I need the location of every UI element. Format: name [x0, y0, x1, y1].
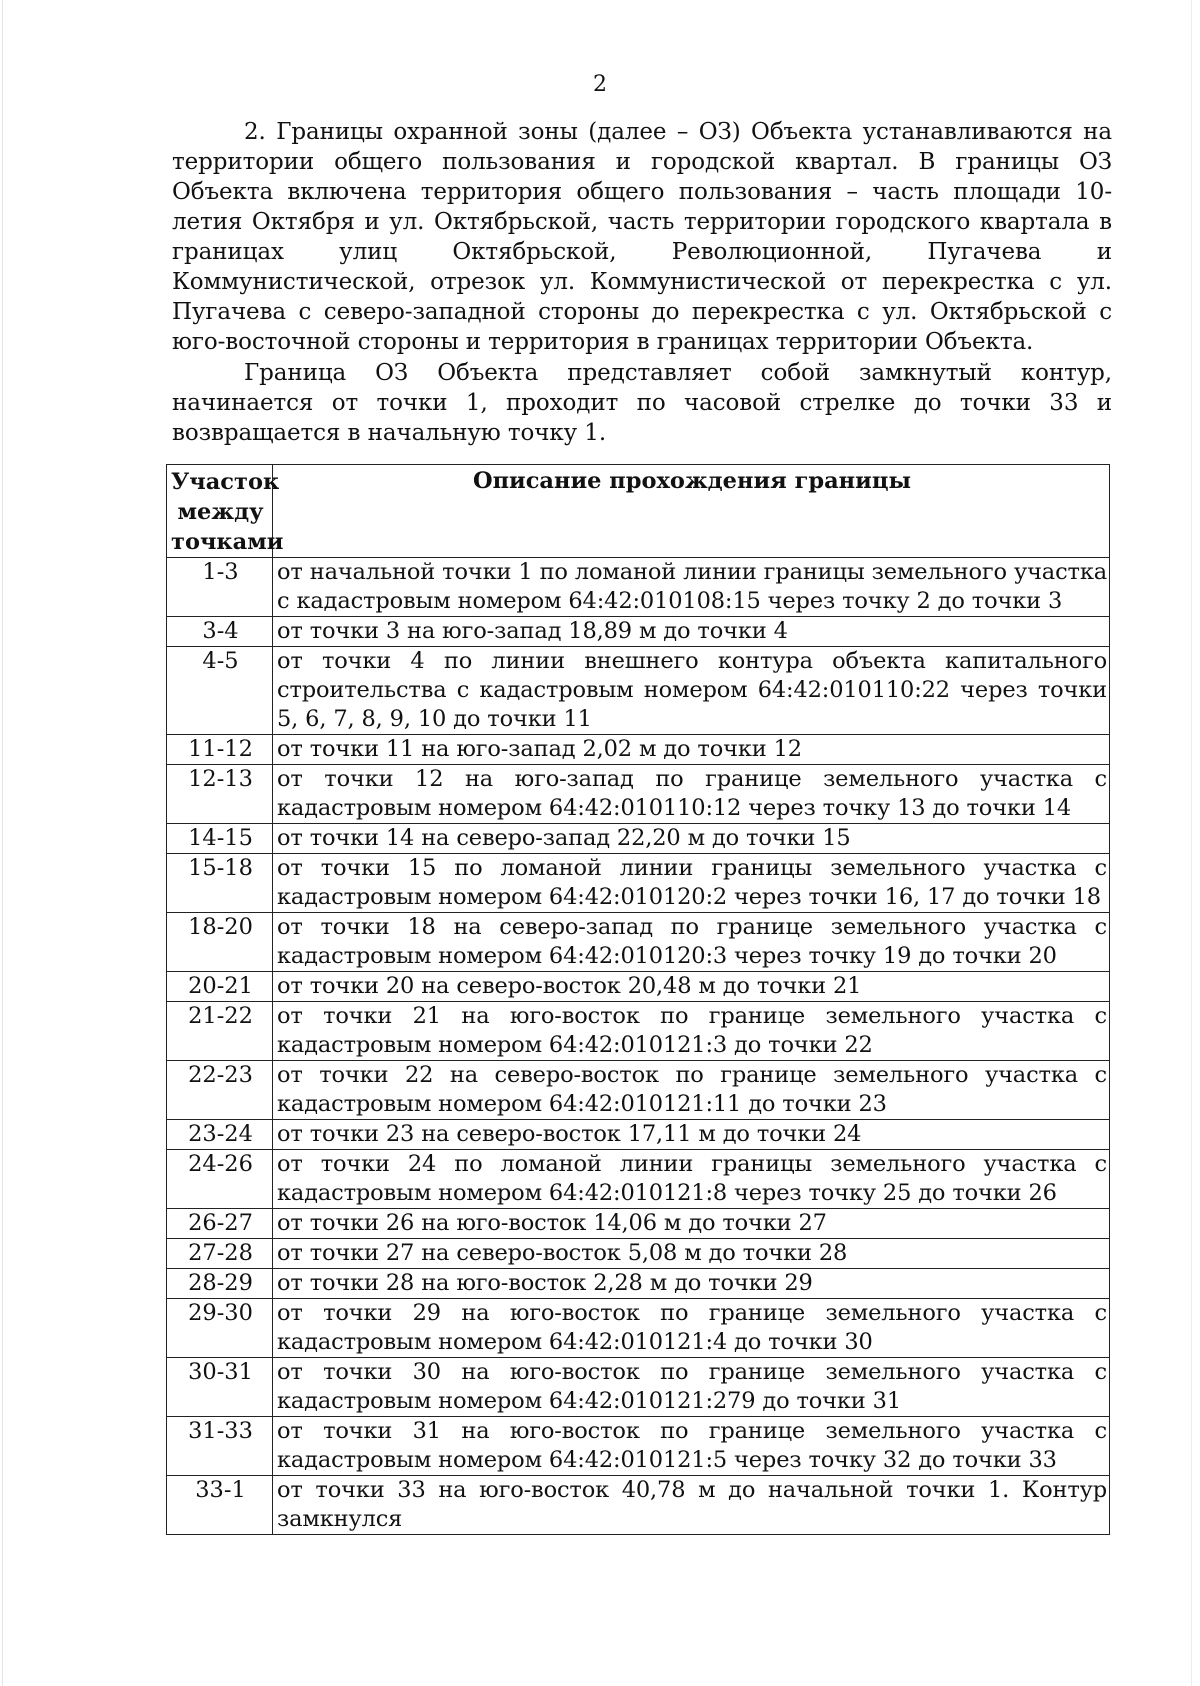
description-cell: от точки 31 на юго-восток по границе земельного участка с кадастровым номером 64:42:010121:5 через точку 32 до точки 33 — [273, 1417, 1110, 1476]
table-row — [167, 1476, 1110, 1535]
segment-cell: 23-24 — [167, 1120, 273, 1150]
segment-cell: 21-22 — [167, 1002, 273, 1061]
table-row — [167, 1061, 1110, 1120]
segment-cell: 28-29 — [167, 1269, 273, 1299]
table-row — [167, 558, 1110, 617]
description-cell: от точки 27 на северо-восток 5,08 м до точки 28 — [273, 1239, 1110, 1269]
description-cell: от точки 12 на юго-запад по границе земельного участка с кадастровым номером 64:42:010110:12 через точку 13 до точки 14 — [273, 765, 1110, 824]
segment-cell: 1-3 — [167, 558, 273, 617]
scan-edge-left — [2, 0, 3, 1686]
description-cell: от точки 26 на юго-восток 14,06 м до точки 27 — [273, 1209, 1110, 1239]
table-row — [167, 1239, 1110, 1269]
description-cell: от точки 18 на северо-запад по границе земельного участка с кадастровым номером 64:42:010120:3 через точку 19 до точки 20 — [273, 913, 1110, 972]
segment-cell: 12-13 — [167, 765, 273, 824]
header-segment: Участок между точками — [167, 465, 273, 558]
table-row — [167, 765, 1110, 824]
table-header-row — [167, 465, 1110, 558]
paragraph-boundaries-description: 2. Границы охранной зоны (далее – ОЗ) Объекта устанавливаются на территории общего пользования и городской квартал. В границы ОЗ Объекта включена территория общего пользования – часть площади 10-летия Октября и ул. Октябрьской, часть территории городского квартала в границах улиц Октябрьской, Революционной, Пугачева и Коммунистической, отрезок ул. Коммунистической от перекрестка с ул. Пугачева с северо-западной стороны до перекрестка с ул. Октябрьской с юго-восточной стороны и территория в границах территории Объекта. — [172, 119, 1112, 355]
table-row — [167, 1299, 1110, 1358]
description-cell: от точки 29 на юго-восток по границе земельного участка с кадастровым номером 64:42:010121:4 до точки 30 — [273, 1299, 1110, 1358]
table-row — [167, 617, 1110, 647]
header-description: Описание прохождения границы — [273, 465, 1110, 558]
paragraph-contour-description: Граница ОЗ Объекта представляет собой замкнутый контур, начинается от точки 1, проходит по часовой стрелке до точки 33 и возвращается в начальную точку 1. — [172, 360, 1112, 446]
table-row — [167, 1417, 1110, 1476]
segment-cell: 24-26 — [167, 1150, 273, 1209]
table-row — [167, 972, 1110, 1002]
description-cell: от точки 22 на северо-восток по границе земельного участка с кадастровым номером 64:42:010121:11 до точки 23 — [273, 1061, 1110, 1120]
description-cell: от точки 28 на юго-восток 2,28 м до точки 29 — [273, 1269, 1110, 1299]
table-body — [167, 558, 1110, 1535]
scan-edge-right — [1191, 0, 1192, 1686]
table-row — [167, 1150, 1110, 1209]
description-cell: от точки 4 по линии внешнего контура объекта капитального строительства с кадастровым номером 64:42:010110:22 через точки 5, 6, 7, 8, 9, 10 до точки 11 — [273, 647, 1110, 735]
table-row — [167, 735, 1110, 765]
segment-cell: 15-18 — [167, 854, 273, 913]
table-row — [167, 913, 1110, 972]
description-cell: от точки 30 на юго-восток по границе земельного участка с кадастровым номером 64:42:010121:279 до точки 31 — [273, 1358, 1110, 1417]
table-row — [167, 1358, 1110, 1417]
segment-cell: 27-28 — [167, 1239, 273, 1269]
description-cell: от точки 21 на юго-восток по границе земельного участка с кадастровым номером 64:42:010121:3 до точки 22 — [273, 1002, 1110, 1061]
description-cell: от точки 15 по ломаной линии границы земельного участка с кадастровым номером 64:42:010120:2 через точки 16, 17 до точки 18 — [273, 854, 1110, 913]
table-row — [167, 1120, 1110, 1150]
segment-cell: 18-20 — [167, 913, 273, 972]
segment-cell: 14-15 — [167, 824, 273, 854]
page-number: 2 — [593, 72, 607, 97]
table-row — [167, 1002, 1110, 1061]
table-row — [167, 1209, 1110, 1239]
segment-cell: 22-23 — [167, 1061, 273, 1120]
table-row — [167, 824, 1110, 854]
description-cell: от точки 33 на юго-восток 40,78 м до начальной точки 1. Контур замкнулся — [273, 1476, 1110, 1535]
description-cell: от начальной точки 1 по ломаной линии границы земельного участка с кадастровым номером 64:42:010108:15 через точку 2 до точки 3 — [273, 558, 1110, 617]
segment-cell: 26-27 — [167, 1209, 273, 1239]
segment-cell: 20-21 — [167, 972, 273, 1002]
description-cell: от точки 14 на северо-запад 22,20 м до точки 15 — [273, 824, 1110, 854]
description-cell: от точки 24 по ломаной линии границы земельного участка с кадастровым номером 64:42:010121:8 через точку 25 до точки 26 — [273, 1150, 1110, 1209]
table-row — [167, 854, 1110, 913]
boundary-table — [166, 464, 1110, 1535]
description-cell: от точки 11 на юго-запад 2,02 м до точки 12 — [273, 735, 1110, 765]
segment-cell: 33-1 — [167, 1476, 273, 1535]
description-cell: от точки 3 на юго-запад 18,89 м до точки 4 — [273, 617, 1110, 647]
description-cell: от точки 20 на северо-восток 20,48 м до точки 21 — [273, 972, 1110, 1002]
table-row — [167, 1269, 1110, 1299]
segment-cell: 11-12 — [167, 735, 273, 765]
description-cell: от точки 23 на северо-восток 17,11 м до точки 24 — [273, 1120, 1110, 1150]
segment-cell: 29-30 — [167, 1299, 273, 1358]
segment-cell: 4-5 — [167, 647, 273, 735]
segment-cell: 30-31 — [167, 1358, 273, 1417]
table-row — [167, 647, 1110, 735]
segment-cell: 31-33 — [167, 1417, 273, 1476]
segment-cell: 3-4 — [167, 617, 273, 647]
